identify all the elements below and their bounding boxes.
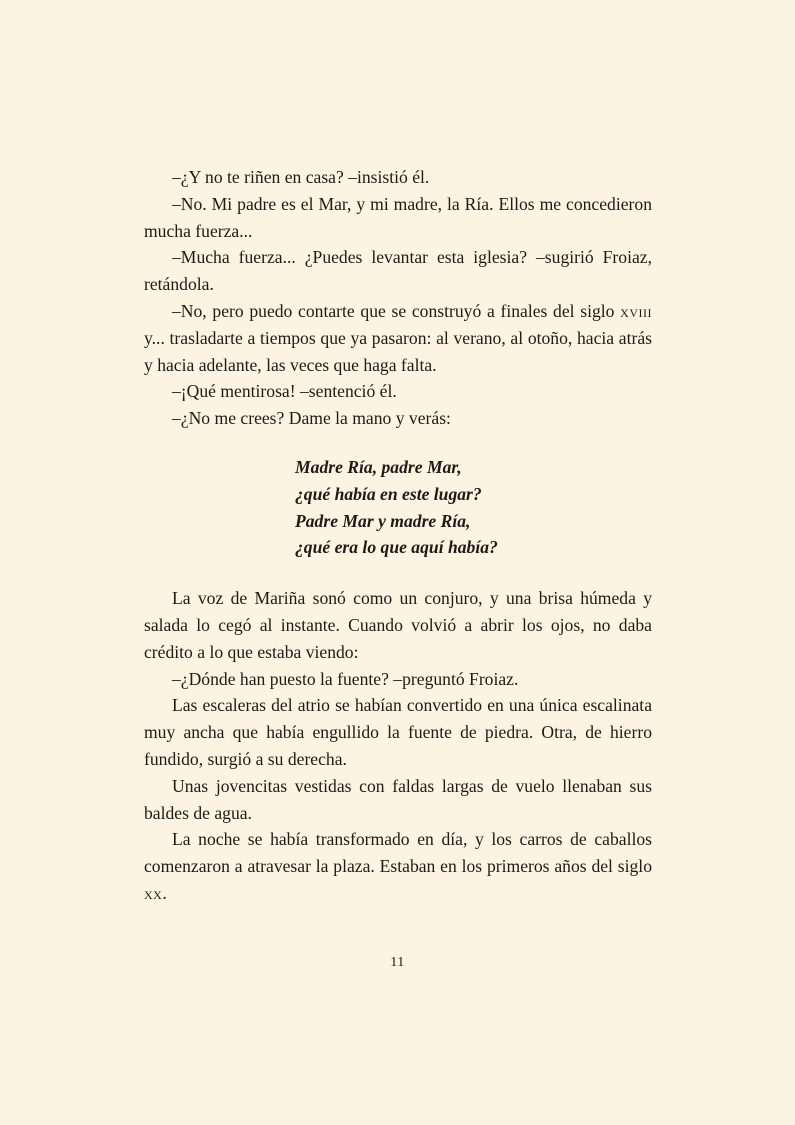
century-numeral: xviii — [620, 300, 652, 321]
dialogue-paragraph-3: –Mucha fuerza... ¿Puedes levantar esta iglesia? –sugirió Froiaz, retándola. — [144, 247, 652, 295]
page-number: 11 — [390, 955, 405, 970]
paragraph-text: –No, pero puedo contarte que se construyó a finales del siglo — [172, 300, 621, 321]
paragraph-text: y... trasladarte a tiempos que ya pasaron: al verano, al otoño, hacia atrás y hacia adelante, las veces que haga falta. — [144, 327, 652, 375]
narrative-paragraph-2: –¿Dónde han puesto la fuente? –preguntó Froiaz. — [172, 668, 519, 689]
dialogue-paragraph-1: –¿Y no te riñen en casa? –insistió él. — [172, 167, 430, 187]
page-text — [144, 164, 652, 907]
narrative-paragraph-4: Unas jovencitas vestidas con faldas largas de vuelo llenaban sus baldes de agua. — [144, 775, 652, 823]
dialogue-paragraph-2: –No. Mi padre es el Mar, y mi madre, la Ría. Ellos me concedieron mucha fuerza... — [144, 193, 652, 241]
dialogue-paragraph-5: –¡Qué mentirosa! –sentenció él. — [172, 381, 397, 402]
dialogue-paragraph-4 — [144, 298, 652, 378]
poem-line: ¿qué había en este lugar? — [295, 483, 482, 504]
paragraph-text: . — [162, 882, 167, 903]
narrative-paragraph-3: Las escaleras del atrio se habían convertido en una única escalinata muy ancha que había engullido la fuente de piedra. Otra, de hierro fundido, surgió a su derecha. — [144, 695, 652, 769]
narrative-paragraph-5 — [144, 826, 652, 906]
dialogue-paragraph-6: –¿No me crees? Dame la mano y verás: — [172, 408, 451, 429]
poem-line: ¿qué era lo que aquí había? — [295, 537, 498, 558]
poem-line: Madre Ría, padre Mar, — [295, 456, 462, 477]
paragraph-text: La noche se había transformado en día, y los carros de caballos comenzaron a atravesar la plaza. Estaban en los primeros años del siglo — [144, 829, 652, 877]
century-numeral: xx — [144, 882, 163, 903]
poem-line: Padre Mar y madre Ría, — [295, 510, 471, 531]
poem-verse — [295, 454, 652, 561]
narrative-paragraph-1: La voz de Mariña sonó como un conjuro, y una brisa húmeda y salada lo cegó al instante. Cuando volvió a abrir los ojos, no daba crédito a lo que estaba viendo: — [144, 588, 652, 662]
